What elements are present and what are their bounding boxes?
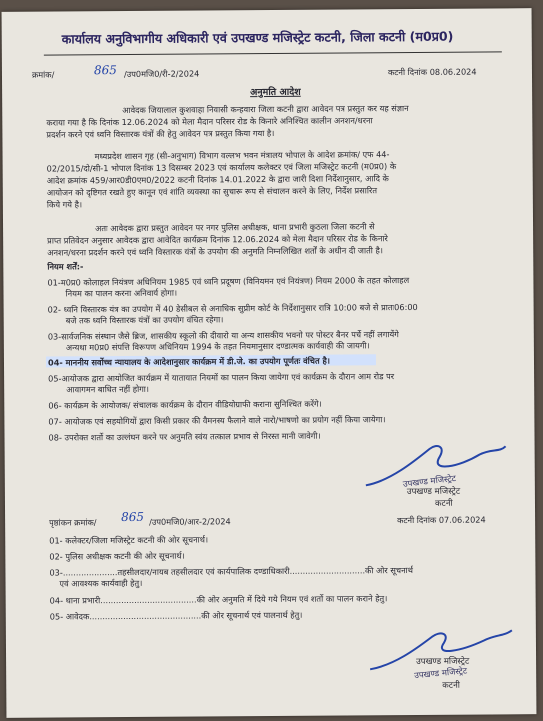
- condition-4: 04- माननीय सर्वोच्च न्यायालय के आदेशानुसार कार्यक्रम में डी.जे. का उपयोग पूर्णतः वंचित है।: [47, 355, 330, 368]
- office-title: कार्यालय अनुविभागीय अधिकारी एवं उपखण्ड मजिस्ट्रेट कटनी, जिला कटनी (म0प्र0): [61, 28, 454, 47]
- para3-line: अनशन/धरना प्रदर्शन करने एवं ध्वनि विस्तारक यंत्रों के उपयोग की अनुमति निम्नलिखित शर्तों के अधीन दी जाती है।: [47, 245, 383, 258]
- para1-line: कराया गया है कि दिनांक 12.06.2024 को मेला मैदान परिसर रोड के किनारे अनिश्चित कालीन अनशन/धरना: [46, 115, 373, 128]
- para2-line: आयोजन को दृष्टिगत रखते हुए कानून एवं शांति व्यवस्था का सुचारू रूप से संचालन करने के लिए, निर्देश प्रसारित: [46, 185, 378, 198]
- copy-line: 05- आवेदक...........................................की ओर सूचनार्थ एवं पालनार्थ हेतु।: [49, 609, 303, 622]
- para2-line: 02/2015/दो/सी-1 भोपाल दिनांक 13 दिसम्बर 2023 एवं कार्यालय कलेक्टर एवं जिला मजिस्ट्रेट कटनी (म0प्र0) के: [46, 161, 397, 174]
- endorsement-date: कटनी दिनांक 07.06.2024: [397, 514, 486, 526]
- document-page: [2, 8, 537, 718]
- endorsement-code: /उप0मजि0/आर-2/2024: [149, 516, 231, 527]
- stamp-1: उपखण्ड मजिस्ट्रेट: [402, 473, 457, 490]
- signatory-place-2: कटनी: [442, 680, 461, 691]
- para2-line: आदेश क्रमांक 459/आर0डी0एम0/2022 कटनी दिनांक 14.01.2022 के द्वारा जारी दिशा निर्देशानुसार, आदि के: [46, 173, 389, 186]
- condition-6: 06- कार्यक्रम के आयोजक/ संचालक कार्यक्रम के दौरान वीडियोग्राफी कराना सुनिश्चित करेंगे।: [48, 398, 322, 411]
- copy-line: 02- पुलिस अधीक्षक कटनी की ओर सूचनार्थ।: [49, 550, 185, 562]
- order-code: /उप0मजि0/री-2/2024: [123, 68, 200, 80]
- endorsement-number: 865: [121, 509, 145, 525]
- para1-line: प्रदर्शन करने एवं ध्वनि विस्तारक यंत्रों की हेतु आवेदन पत्र प्रस्तुत किया गया है।: [46, 127, 275, 140]
- condition-3: 03-सार्वजनिक संस्थान जैसे ब्रिज, शासकीय स्कूलो की दीवारो या अन्य शासकीय भवनो पर पोस्टर बैनर पर्चे नहीं लगायेंगे: [47, 329, 399, 342]
- stamp-2: उपखण्ड मजिस्ट्रेट: [413, 666, 468, 682]
- condition-2: 02- ध्वनि विस्तारक यंत्र का उपयोग में 40 डेसीबल से अनाधिक सुप्रीम कोर्ट के निर्देशानुसार रात्रि 10:00 बजे से प्रातः06:00: [47, 301, 418, 315]
- condition-1-cont: नियम का पालन करना अनिवार्य होगा।: [65, 287, 178, 299]
- signatory-title-2: उपखण्ड मजिस्ट्रेट: [416, 656, 470, 667]
- condition-1: 01-म0प्र0 कोलाहल नियंत्रण अधिनियम 1985 एवं ध्वनि प्रदूषण (विनियमन एवं नियंत्रण) नियम 2000 के तहत कोलाहल: [47, 275, 410, 288]
- order-number: 865: [93, 63, 117, 78]
- copy-line: 04- थाना प्रभारी.....................................की ओर अनुमति में दिये गये नियम एवं शर्तो का पालन कराने हेतु।: [49, 593, 388, 606]
- header-rule: [44, 51, 502, 55]
- para2-line: किये गये है।: [46, 199, 83, 210]
- condition-8: 08- उपरोक्त शर्तो का उल्लंघन करने पर अनुमति स्वंय तत्काल प्रभाव से निरस्त मानी जावेगी।: [48, 430, 321, 443]
- condition-5: 05-आयोजक द्वारा आयोजित कार्यक्रम में यातायात नियमों का पालन किया जायेगा एवं कार्यक्रम के दौरान आम रोड पर: [48, 371, 395, 384]
- para3-line: प्राप्त प्रतिवेदन अनुसार आवेदक द्वारा आवेदित कार्यक्रम दिनांक 12.06.2024 को मेला मैदान परिसर रोड के किनारे: [47, 233, 388, 246]
- copy-line: 01- कलेक्टर/जिला मजिस्ट्रेट कटनी की ओर सूचनार्थ।: [49, 534, 209, 546]
- condition-7: 07- आयोजक एवं सहयोगियों द्वारा किसी प्रकार की वैमनस्य फैलाने वाले नारो/भाषणो का प्रयोग नहीं किया जायेगा।: [48, 414, 386, 427]
- order-heading: अनुमति आदेश: [250, 86, 301, 99]
- order-number-label: क्रमांक/: [31, 69, 55, 80]
- signatory-title-1: उपखण्ड मजिस्ट्रेट: [406, 486, 461, 498]
- condition-2-cont: बजे तक ध्वनि विस्तारक यंत्रों का उपयोग वंचित रहेगा।: [65, 314, 224, 326]
- copy-line: एवं आवश्यक कार्यवाही हेतु।: [59, 577, 143, 589]
- order-date: कटनी दिनांक 08.06.2024: [387, 66, 477, 78]
- signatory-place-1: कटनी: [434, 498, 453, 509]
- copy-line: 03-.....................तहसीलदार/नायब तहसीलदार एवं कार्यपालिक दण्डाधिकारी.............................की ओर सूचनार्थ: [49, 564, 414, 578]
- para3-line: अतः आवेदक द्वारा प्रस्तुत आवेदन पर नगर पुलिस अधीक्षक, थाना प्रभारी कुठला जिला कटनी से: [95, 221, 375, 234]
- endorsement-label: पृष्ठांकन क्रमांक/: [49, 517, 97, 528]
- para1-line: आवेदक जियालाल कुशवाहा निवासी कन्हवारा जिला कटनी द्वारा आवेदन पत्र प्रस्तुत कर यह संज्ञान: [122, 103, 409, 116]
- condition-3-cont: अन्यथा म0प्र0 संपत्ति विरूपण अधिनियम 1994 के तहत नियमानुसार दण्डात्मक कार्यवाही की जायगी।: [65, 340, 370, 353]
- conditions-heading: नियम शर्तें:-: [47, 261, 84, 272]
- para2-line: मध्यप्रदेश शासन गृह (सी-अनुभाग) विभाग वल्लभ भवन मंत्रालय भोपाल के आदेश क्रमांक/ एफ 44-: [94, 149, 390, 162]
- condition-5-cont: आवागमन बाधित नहीं होगा।: [66, 383, 150, 395]
